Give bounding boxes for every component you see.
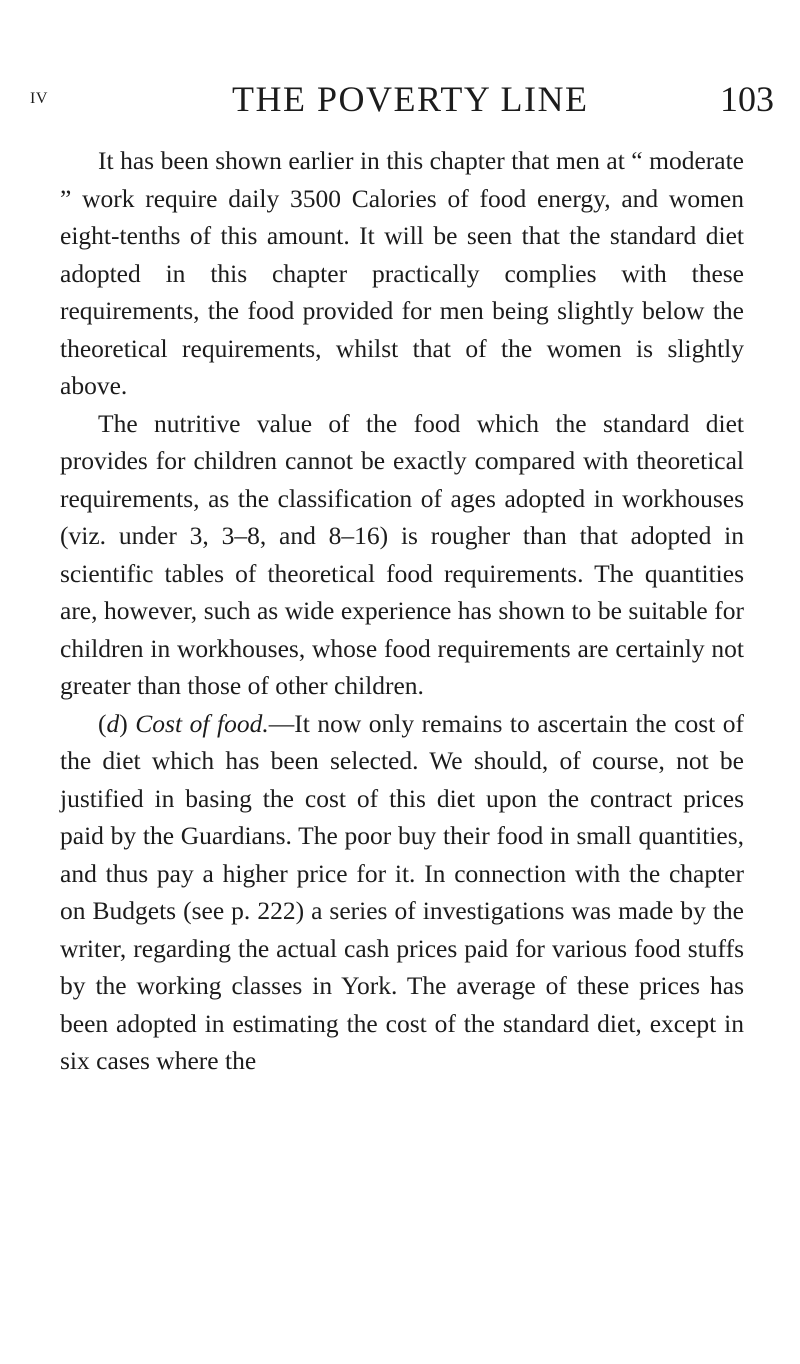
- body-text: [60, 142, 744, 1080]
- section-label-open: (: [98, 708, 107, 738]
- section-heading: Cost of food.: [135, 708, 269, 738]
- section-label-close: ): [119, 708, 128, 738]
- page-number: 103: [720, 79, 774, 119]
- section-label-letter: d: [106, 708, 120, 738]
- paragraph-1: It has been shown earlier in this chapter that men at “ moderate ” work require daily 3500 Calories of food energy, and women eight-tenths of this amount. It will be seen that the standard diet adopted in this chapter practically complies with these requirements, the food provided for men being slightly below the theoretical requirements, whilst that of the women is slightly above.: [60, 146, 744, 400]
- paragraph-2: The nutritive value of the food which the standard diet provides for children cannot be exactly compared with theoretical requirements, as the classification of ages adopted in workhouses (viz. under 3, 3–8, and 8–16) is rougher than that adopted in scientific tables of theoretical food requirements. The quantities are, however, such as wide experience has shown to be suitable for children in workhouses, whose food requirements are certainly not greater than those of other children.: [60, 408, 744, 700]
- running-title: THE POVERTY LINE: [232, 79, 589, 119]
- running-head: [30, 78, 774, 122]
- paragraph-3-text: —It now only remains to ascertain the cost of the diet which has been selected. We should, of course, not be justified in basing the cost of this diet upon the contract prices paid by the Guardians. The poor buy their food in small quantities, and thus pay a higher price for it. In connection with the chapter on Budgets (see p. 222) a series of investigations was made by the writer, regarding the actual cash prices paid for various food stuffs by the working classes in York. The average of these prices has been adopted in estimating the cost of the standard diet, except in six cases where the: [60, 708, 745, 1075]
- paragraph-3: [60, 705, 744, 1080]
- chapter-number: IV: [30, 90, 48, 107]
